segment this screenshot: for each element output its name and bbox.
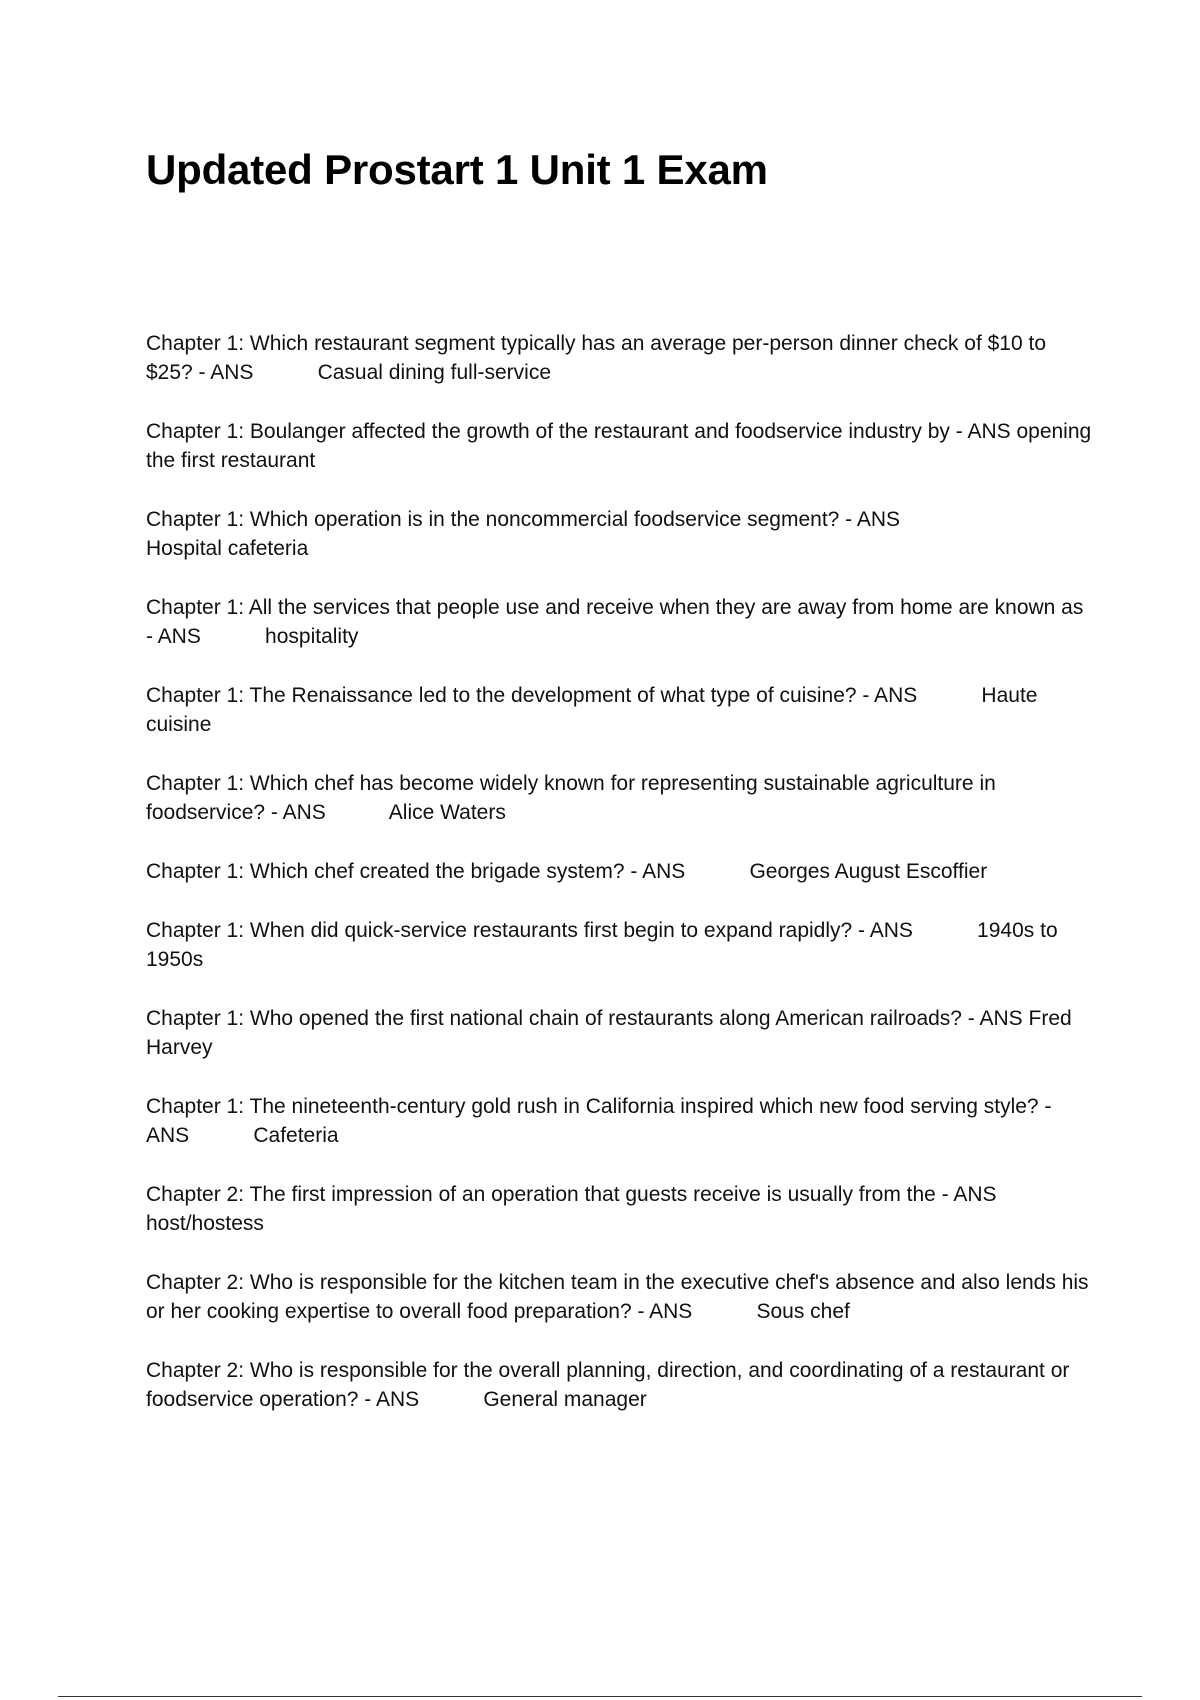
question-item: Chapter 1: All the services that people use and receive when they are away from home are known as - ANS hospitality [146,596,1090,648]
question-item: Chapter 1: Which operation is in the noncommercial foodservice segment? - ANS Hospital cafeteria [146,508,901,560]
question-item: Chapter 1: Who opened the first national chain of restaurants along American railroads? - ANS Fred Harvey [146,1007,1078,1059]
question-item: Chapter 1: When did quick-service restaurants first begin to expand rapidly? - ANS 1940s to 1950s [146,919,1064,971]
question-item: Chapter 2: The first impression of an operation that guests receive is usually from the - ANS host/hostess [146,1183,1003,1235]
question-item: Chapter 1: The Renaissance led to the development of what type of cuisine? - ANS Haute cuisine [146,684,1044,736]
footer-divider [58,1696,1142,1697]
question-item: Chapter 1: Which chef has become widely known for representing sustainable agriculture in foodservice? - ANS Alice Waters [146,772,1002,824]
question-item: Chapter 2: Who is responsible for the overall planning, direction, and coordinating of a restaurant or foodservice operation? - ANS General manager [146,1359,1076,1411]
question-item: Chapter 1: The nineteenth-century gold rush in California inspired which new food serving style? - ANS Cafeteria [146,1095,1057,1147]
question-item: Chapter 1: Which restaurant segment typically has an average per-person dinner check of $10 to $25? - ANS Casual dining full-service [146,332,1052,384]
question-item: Chapter 1: Boulanger affected the growth of the restaurant and foodservice industry by - ANS opening the first restaurant [146,420,1098,472]
question-item: Chapter 1: Which chef created the brigade system? - ANS Georges August Escoffier [146,860,988,883]
page-title: Updated Prostart 1 Unit 1 Exam [146,146,768,193]
question-list [146,329,1096,1444]
question-item: Chapter 2: Who is responsible for the kitchen team in the executive chef's absence and also lends his or her cooking expertise to overall food preparation? - ANS Sous chef [146,1271,1095,1323]
